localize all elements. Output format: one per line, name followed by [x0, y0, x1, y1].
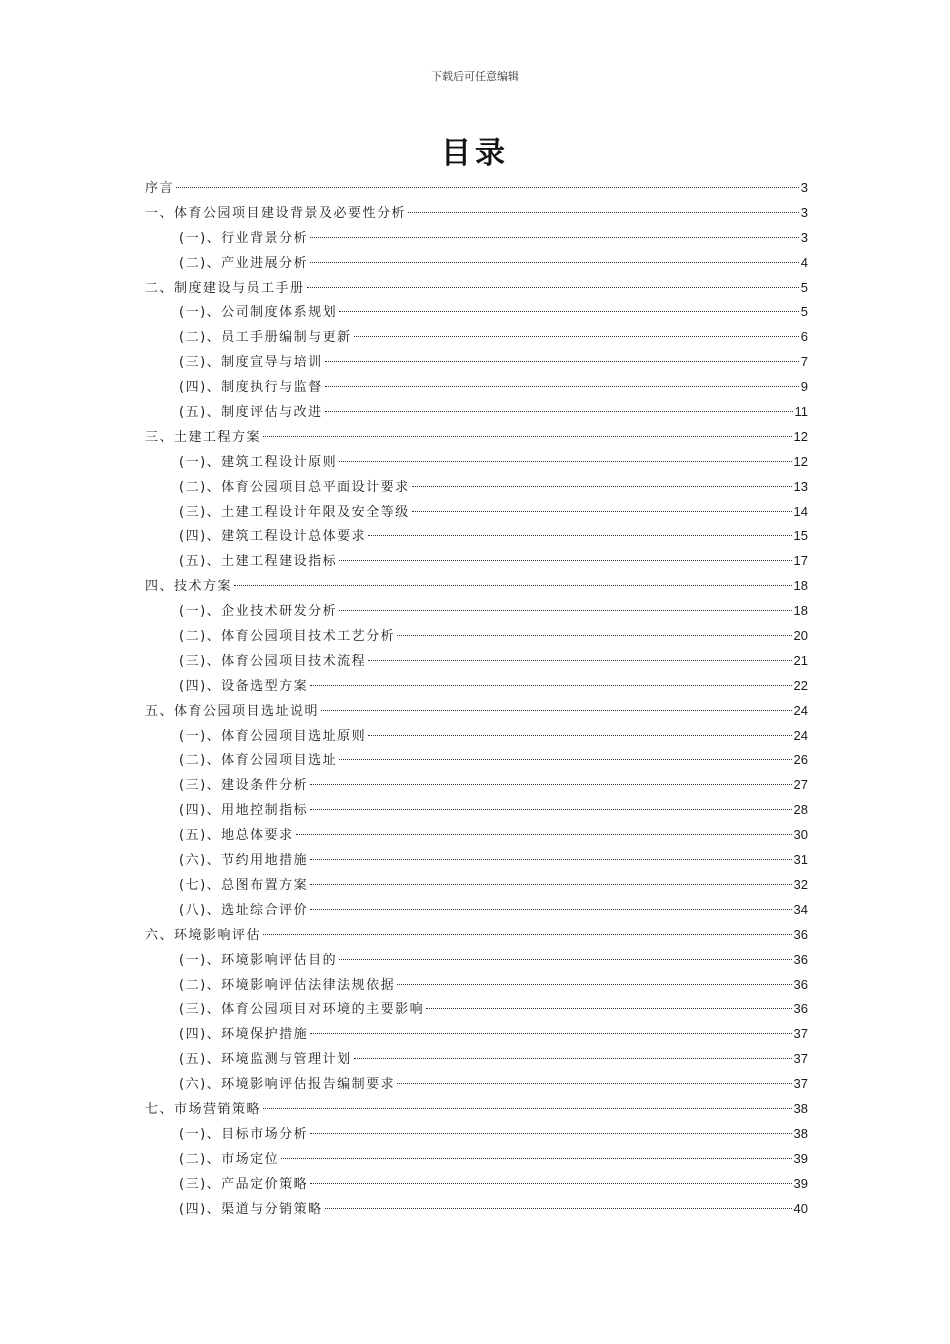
toc-entry-label: (三)、体育公园项目技术流程: [179, 653, 367, 669]
toc-entry-page: 12: [793, 428, 808, 444]
toc-entry-label: (四)、环境保护措施: [179, 1027, 309, 1043]
toc-leader-dots: [339, 560, 791, 561]
toc-entry[interactable]: [145, 251, 808, 276]
toc-leader-dots: [310, 685, 791, 686]
toc-entry[interactable]: [145, 350, 808, 375]
toc-entry[interactable]: [145, 848, 808, 873]
toc-entry-page: 18: [793, 578, 808, 594]
toc-entry[interactable]: [145, 898, 808, 923]
toc-entry[interactable]: [145, 674, 808, 699]
toc-entry[interactable]: [145, 226, 808, 251]
toc-entry-page: 34: [793, 901, 808, 917]
toc-entry[interactable]: [145, 400, 808, 425]
toc-entry-label: (二)、员工手册编制与更新: [179, 330, 352, 346]
toc-entry[interactable]: [145, 276, 808, 301]
toc-entry-label: (五)、土建工程建设指标: [179, 554, 338, 570]
toc-leader-dots: [307, 287, 799, 288]
toc-entry-label: 一、体育公园项目建设背景及必要性分析: [145, 205, 407, 221]
toc-entry-label: (四)、建筑工程设计总体要求: [179, 529, 367, 545]
toc-entry[interactable]: [145, 599, 808, 624]
toc-entry-page: 38: [793, 1100, 808, 1116]
toc-leader-dots: [368, 735, 791, 736]
toc-entry[interactable]: [145, 549, 808, 574]
toc-entry[interactable]: [145, 475, 808, 500]
toc-entry[interactable]: [145, 649, 808, 674]
toc-entry-page: 4: [800, 254, 808, 270]
toc-entry-page: 18: [793, 603, 808, 619]
toc-entry-page: 3: [800, 229, 808, 245]
toc-entry-page: 7: [800, 354, 808, 370]
toc-entry[interactable]: [145, 176, 808, 201]
toc-entry-page: 39: [793, 1150, 808, 1166]
toc-entry-page: 26: [793, 752, 808, 768]
toc-entry-label: (一)、行业背景分析: [179, 230, 309, 246]
toc-leader-dots: [354, 336, 799, 337]
toc-entry[interactable]: [145, 748, 808, 773]
toc-entry-page: 14: [793, 503, 808, 519]
toc-entry[interactable]: [145, 873, 808, 898]
toc-entry-label: (二)、体育公园项目选址: [179, 753, 338, 769]
toc-leader-dots: [263, 1108, 792, 1109]
toc-entry-label: (三)、产品定价策略: [179, 1176, 309, 1192]
toc-entry[interactable]: [145, 624, 808, 649]
toc-entry-label: (四)、渠道与分销策略: [179, 1201, 323, 1217]
page-header: 下载后可任意编辑: [431, 70, 519, 83]
toc-entry-label: (四)、用地控制指标: [179, 803, 309, 819]
toc-entry[interactable]: [145, 1122, 808, 1147]
toc-entry-label: (七)、总图布置方案: [179, 877, 309, 893]
toc-entry-page: 24: [793, 702, 808, 718]
toc-leader-dots: [325, 361, 799, 362]
toc-entry[interactable]: [145, 1097, 808, 1122]
toc-leader-dots: [397, 635, 791, 636]
toc-leader-dots: [339, 461, 791, 462]
toc-leader-dots: [426, 1008, 791, 1009]
toc-entry[interactable]: [145, 948, 808, 973]
toc-entry-page: 38: [793, 1125, 808, 1141]
toc-entry[interactable]: [145, 300, 808, 325]
toc-entry-page: 11: [794, 404, 808, 420]
toc-leader-dots: [310, 237, 799, 238]
toc-entry-label: (二)、体育公园项目总平面设计要求: [179, 479, 410, 495]
toc-entry-label: (二)、环境影响评估法律法规依据: [179, 977, 396, 993]
toc-entry-label: (三)、制度宣导与培训: [179, 355, 323, 371]
toc-entry-label: (八)、选址综合评价: [179, 902, 309, 918]
toc-entry[interactable]: [145, 1172, 808, 1197]
toc-entry-page: 3: [800, 180, 808, 195]
toc-entry[interactable]: [145, 997, 808, 1022]
toc-leader-dots: [310, 1133, 791, 1134]
toc-entry-page: 24: [793, 727, 808, 743]
toc-entry-label: (一)、环境影响评估目的: [179, 952, 338, 968]
toc-entry-page: 36: [793, 1001, 808, 1017]
toc-entry-label: 七、市场营销策略: [145, 1101, 262, 1117]
toc-entry[interactable]: [145, 823, 808, 848]
toc-entry-page: 9: [800, 379, 808, 395]
toc-entry-label: 二、制度建设与员工手册: [145, 280, 305, 296]
toc-entry-label: 五、体育公园项目选址说明: [145, 703, 320, 719]
toc-entry-page: 12: [793, 453, 808, 469]
toc-entry-page: 37: [793, 1026, 808, 1042]
toc-leader-dots: [310, 884, 791, 885]
toc-leader-dots: [321, 710, 792, 711]
toc-entry-label: (六)、节约用地措施: [179, 853, 309, 869]
toc-leader-dots: [234, 585, 792, 586]
toc-entry[interactable]: [145, 1022, 808, 1047]
toc-entry-label: (三)、建设条件分析: [179, 778, 309, 794]
toc-entry-page: 27: [793, 777, 808, 793]
toc-entry-label: (五)、环境监测与管理计划: [179, 1052, 352, 1068]
toc-leader-dots: [339, 311, 799, 312]
toc-entry-label: (四)、制度执行与监督: [179, 380, 323, 396]
toc-leader-dots: [408, 212, 799, 213]
toc-entry-label: (一)、企业技术研发分析: [179, 604, 338, 620]
toc-leader-dots: [176, 187, 799, 188]
toc-entry-label: (四)、设备选型方案: [179, 678, 309, 694]
toc-entry-label: (一)、公司制度体系规划: [179, 305, 338, 321]
toc-entry-label: (一)、目标市场分析: [179, 1126, 309, 1142]
toc-entry-page: 36: [793, 951, 808, 967]
toc-entry-page: 5: [800, 279, 808, 295]
toc-leader-dots: [310, 809, 791, 810]
toc-entry[interactable]: [145, 524, 808, 549]
toc-entry-page: 13: [793, 478, 808, 494]
toc-entry[interactable]: [145, 923, 808, 948]
toc-entry-label: 序言: [145, 181, 175, 196]
toc-entry-page: 20: [793, 628, 808, 644]
toc-entry-label: (一)、体育公园项目选址原则: [179, 728, 367, 744]
toc-leader-dots: [397, 1083, 791, 1084]
toc-leader-dots: [263, 436, 792, 437]
toc-entry-page: 15: [793, 528, 808, 544]
toc-entry[interactable]: [145, 699, 808, 724]
toc-entry[interactable]: [145, 1197, 808, 1222]
toc-entry-page: 28: [793, 802, 808, 818]
toc-leader-dots: [310, 262, 799, 263]
toc-leader-dots: [397, 984, 791, 985]
toc-entry[interactable]: [145, 201, 808, 226]
toc-leader-dots: [281, 1158, 791, 1159]
toc-leader-dots: [310, 909, 791, 910]
toc-entry-page: 36: [793, 926, 808, 942]
toc-entry-page: 22: [793, 677, 808, 693]
toc-entry-page: 3: [800, 204, 808, 220]
toc-entry[interactable]: [145, 798, 808, 823]
toc-entry[interactable]: [145, 973, 808, 998]
page-title: 目录: [441, 136, 509, 171]
toc-leader-dots: [339, 959, 791, 960]
toc-entry-label: (三)、土建工程设计年限及安全等级: [179, 504, 410, 520]
toc-entry-page: 39: [793, 1175, 808, 1191]
toc-entry[interactable]: [145, 325, 808, 350]
toc-leader-dots: [339, 610, 791, 611]
toc-entry[interactable]: [145, 724, 808, 749]
toc-entry[interactable]: [145, 425, 808, 450]
toc-entry-label: (二)、产业进展分析: [179, 255, 309, 271]
toc-leader-dots: [412, 511, 792, 512]
toc-entry-label: (三)、体育公园项目对环境的主要影响: [179, 1002, 425, 1018]
toc-entry[interactable]: [145, 500, 808, 525]
toc-entry-page: 40: [793, 1200, 808, 1216]
toc-leader-dots: [310, 1183, 791, 1184]
toc-entry[interactable]: [145, 574, 808, 599]
toc-entry[interactable]: [145, 1047, 808, 1072]
toc-entry-page: 30: [793, 827, 808, 843]
toc-leader-dots: [296, 834, 792, 835]
toc-leader-dots: [354, 1058, 792, 1059]
toc-entry-page: 6: [800, 329, 808, 345]
table-of-contents: [145, 176, 808, 1221]
toc-entry-label: (二)、体育公园项目技术工艺分析: [179, 629, 396, 645]
toc-leader-dots: [310, 859, 791, 860]
toc-leader-dots: [325, 386, 799, 387]
toc-entry-page: 32: [793, 876, 808, 892]
toc-entry-label: (一)、建筑工程设计原则: [179, 454, 338, 470]
toc-entry-label: 六、环境影响评估: [145, 927, 262, 943]
toc-leader-dots: [412, 486, 792, 487]
toc-entry-label: (二)、市场定位: [179, 1151, 280, 1167]
toc-leader-dots: [263, 934, 792, 935]
toc-leader-dots: [310, 784, 791, 785]
toc-entry-page: 5: [800, 304, 808, 320]
toc-leader-dots: [339, 759, 791, 760]
toc-leader-dots: [325, 411, 793, 412]
toc-entry[interactable]: [145, 1072, 808, 1097]
toc-leader-dots: [368, 660, 791, 661]
toc-entry-page: 31: [793, 852, 808, 868]
toc-leader-dots: [368, 535, 791, 536]
toc-leader-dots: [325, 1208, 792, 1209]
toc-entry-label: (六)、环境影响评估报告编制要求: [179, 1077, 396, 1093]
toc-entry-page: 37: [793, 1051, 808, 1067]
toc-entry[interactable]: [145, 450, 808, 475]
toc-entry-page: 21: [793, 652, 808, 668]
toc-entry-page: 37: [793, 1076, 808, 1092]
toc-entry-label: 三、土建工程方案: [145, 429, 262, 445]
toc-entry[interactable]: [145, 1147, 808, 1172]
toc-entry-page: 36: [793, 976, 808, 992]
toc-entry[interactable]: [145, 375, 808, 400]
toc-entry-page: 17: [793, 553, 808, 569]
toc-entry-label: (五)、制度评估与改进: [179, 405, 323, 421]
toc-leader-dots: [310, 1033, 791, 1034]
toc-entry-label: 四、技术方案: [145, 579, 233, 595]
toc-entry[interactable]: [145, 773, 808, 798]
toc-entry-label: (五)、地总体要求: [179, 828, 294, 844]
